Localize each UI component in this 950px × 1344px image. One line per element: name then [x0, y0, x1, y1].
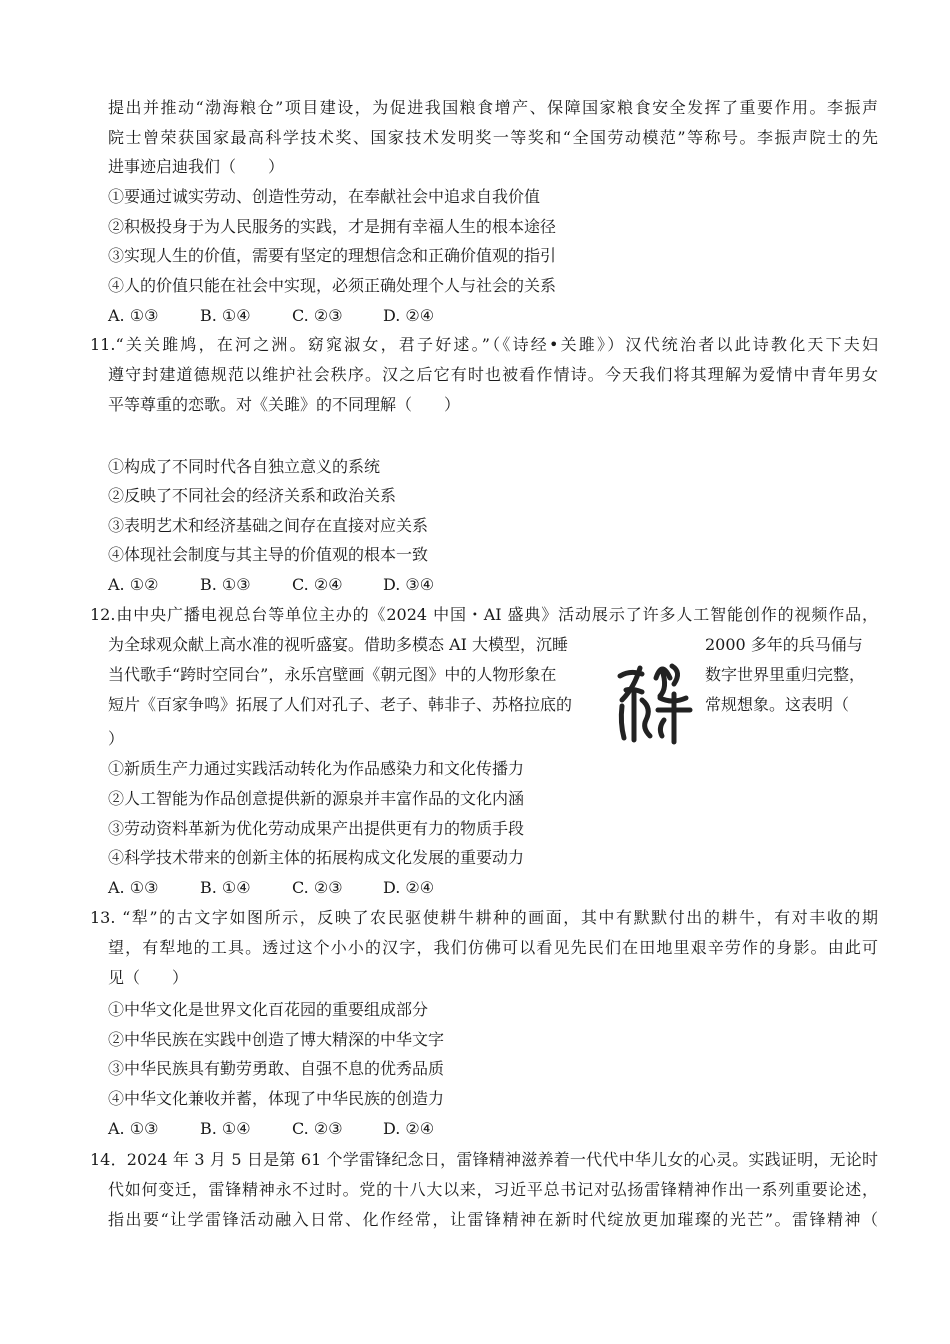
choice-d: D. ②④ [383, 878, 435, 897]
option-2: ②积极投身于为人民服务的实践，才是拥有幸福人生的根本途径 [108, 217, 557, 236]
option-1: ①要通过诚实劳动、创造性劳动，在奉献社会中追求自我价值 [108, 187, 541, 206]
choice-b: B. ①④ [200, 878, 251, 897]
option-2: ②人工智能为作品创意提供新的源泉并丰富作品的文化内涵 [108, 789, 525, 808]
choice-c: C. ②③ [292, 1119, 343, 1138]
choice-a: A. ①③ [108, 878, 159, 897]
option-3: ③表明艺术和经济基础之间存在直接对应关系 [108, 516, 429, 535]
choice-b: B. ①③ [200, 575, 251, 594]
option-4: ④中华文化兼收并蓄，体现了中华民族的创造力 [108, 1089, 445, 1108]
option-3: ③劳动资料革新为优化劳动成果产出提供更有力的物质手段 [108, 819, 525, 838]
question-stem-line: 提出并推动“渤海粮仓”项目建设，为促进我国粮食增产、保障国家粮食安全发挥了重要作用。李振声 [108, 98, 878, 117]
choice-c: C. ②③ [292, 878, 343, 897]
option-3: ③中华民族具有勤劳勇敢、自强不息的优秀品质 [108, 1059, 445, 1078]
choice-c: C. ②③ [292, 306, 343, 325]
question-stem-line: 12.由中央广播电视总台等单位主办的《2024 中国・AI 盛典》活动展示了许多人工智能创作的视频作品， [90, 605, 878, 624]
option-4: ④人的价值只能在社会中实现，必须正确处理个人与社会的关系 [108, 276, 557, 295]
question-stem-line: 平等尊重的恋歌。对《关雎》的不同理解（ ） [108, 395, 461, 414]
question-stem-line: 代如何变迁，雷锋精神永不过时。党的十八大以来，习近平总书记对弘扬雷锋精神作出一系列重要论述， [108, 1180, 878, 1199]
option-1: ①新质生产力通过实践活动转化为作品感染力和文化传播力 [108, 759, 525, 778]
option-3: ③实现人生的价值，需要有坚定的理想信念和正确价值观的指引 [108, 246, 557, 265]
question-stem-line: 指出要“让学雷锋活动融入日常、化作经常，让雷锋精神在新时代绽放更加璀璨的光芒”。雷锋精神（ [108, 1210, 878, 1229]
question-stem-line: ） [108, 729, 125, 748]
choice-a: A. ①③ [108, 306, 159, 325]
option-4: ④体现社会制度与其主导的价值观的根本一致 [108, 545, 429, 564]
question-stem-line: 院士曾荣获国家最高科学技术奖、国家技术发明奖一等奖和“全国劳动模范”等称号。李振声院士的先 [108, 128, 878, 147]
option-2: ②反映了不同社会的经济关系和政治关系 [108, 486, 397, 505]
question-stem-line: 11.“关关雎鸠，在河之洲。窈窕淑女，君子好逑。”（《诗经•关雎》）汉代统治者以此诗教化天下夫妇 [90, 335, 878, 354]
question-stem-line: 2000 多年的兵马俑与 [705, 635, 863, 654]
choice-c: C. ②④ [292, 575, 343, 594]
question-stem-line: 遵守封建道德规范以维护社会秩序。汉之后它有时也被看作情诗。今天我们将其理解为爱情中青年男女 [108, 365, 878, 384]
question-stem-line: 望，有犁地的工具。透过这个小小的汉字，我们仿佛可以看见先民们在田地里艰辛劳作的身影。由此可 [108, 938, 878, 957]
choice-a: A. ①③ [108, 1119, 159, 1138]
ancient-li-character-figure [612, 648, 694, 748]
question-stem-line: 短片《百家争鸣》拓展了人们对孔子、老子、韩非子、苏格拉底的 [108, 695, 573, 714]
choice-b: B. ①④ [200, 1119, 251, 1138]
option-4: ④科学技术带来的创新主体的拓展构成文化发展的重要动力 [108, 848, 525, 867]
choice-b: B. ①④ [200, 306, 251, 325]
question-stem-line: 常规想象。这表明（ [705, 695, 850, 714]
question-stem-line: 见（ ） [108, 968, 189, 987]
question-stem-line: 14．2024 年 3 月 5 日是第 61 个学雷锋纪念日，雷锋精神滋养着一代代中华儿女的心灵。实践证明，无论时 [90, 1150, 878, 1169]
choice-a: A. ①② [108, 575, 159, 594]
question-stem-line: 进事迹启迪我们（ ） [108, 157, 285, 176]
option-2: ②中华民族在实践中创造了博大精深的中华文字 [108, 1030, 445, 1049]
choice-d: D. ②④ [383, 306, 435, 325]
question-stem-line: 当代歌手“跨时空同台”，永乐宫壁画《朝元图》中的人物形象在 [108, 665, 557, 684]
option-1: ①构成了不同时代各自独立意义的系统 [108, 457, 381, 476]
choice-d: D. ②④ [383, 1119, 435, 1138]
option-1: ①中华文化是世界文化百花园的重要组成部分 [108, 1000, 429, 1019]
question-stem-line: 13. “犁”的古文字如图所示，反映了农民驱使耕牛耕种的画面，其中有默默付出的耕牛，有对丰收的期 [90, 908, 878, 927]
question-stem-line: 为全球观众献上高水准的视听盛宴。借助多模态 AI 大模型，沉睡 [108, 635, 569, 654]
question-stem-line: 数字世界里重归完整， [705, 665, 866, 684]
choice-d: D. ③④ [383, 575, 435, 594]
